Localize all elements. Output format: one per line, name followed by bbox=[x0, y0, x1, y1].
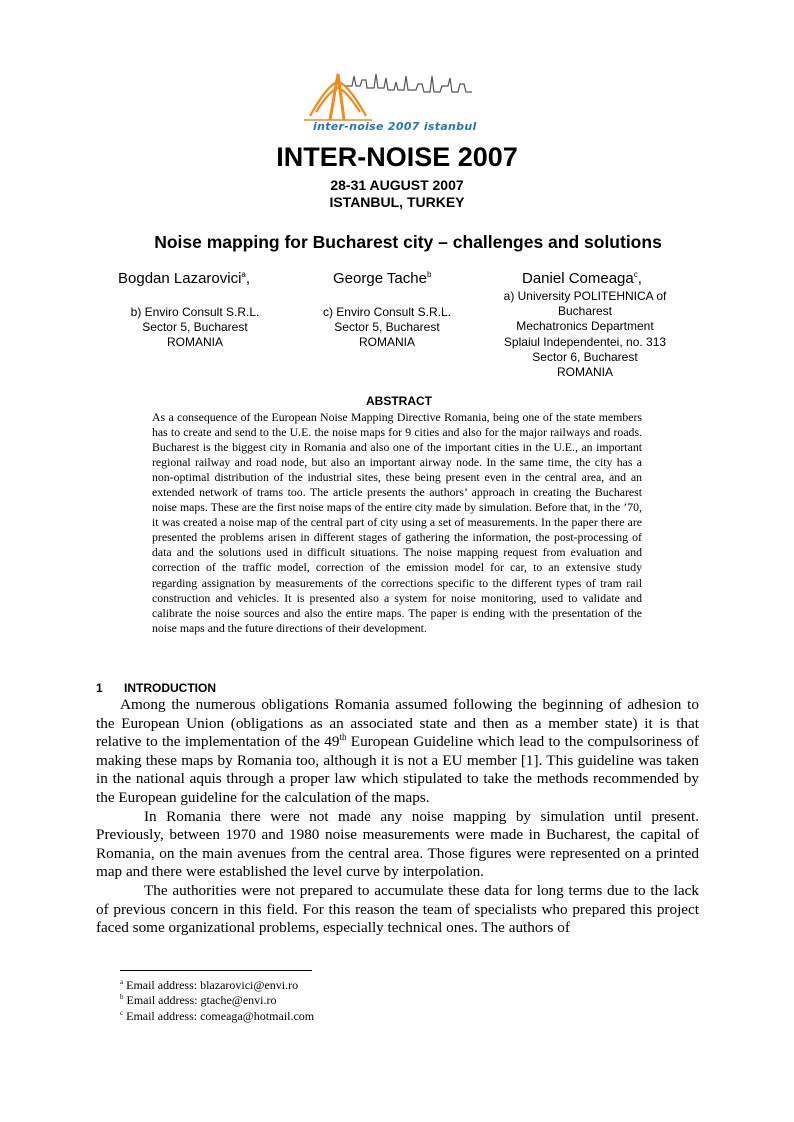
affiliation-3 bbox=[488, 289, 682, 380]
footnote-text: Email address: gtache@envi.ro bbox=[126, 993, 277, 1008]
footnote-text: Email address: comeaga@hotmail.com bbox=[126, 1008, 315, 1023]
affiliation-line: b) Enviro Consult S.R.L. bbox=[130, 305, 260, 319]
abstract-heading: ABSTRACT bbox=[366, 394, 432, 408]
author-mark: c bbox=[633, 270, 638, 279]
logo-caption: inter-noise 2007 istanbul bbox=[313, 120, 477, 133]
affiliation-line: ROMANIA bbox=[166, 335, 223, 350]
paragraph-1 bbox=[96, 696, 699, 808]
conference-title: INTER-NOISE 2007 bbox=[276, 142, 518, 172]
affiliation-line: Bucharest bbox=[557, 304, 613, 319]
author-mark: a bbox=[241, 270, 246, 279]
author-1 bbox=[118, 270, 250, 287]
section-title: INTRODUCTION bbox=[124, 681, 216, 695]
abstract-text: As a consequence of the European Noise Mapping Directive Romania, being one of the state members has to create and send to the U.E. the noise maps for 9 cities and also for the major railways and roads. Bucharest is the biggest city in Romania and also one of the important cities in the U.E., an important regional railway and road node, but also an important airway node. In the same time, the city has a non-optimal distribution of the industrial sites, these being present even in the central area, and an extended network of trams too. The article presents the authors’ approach in creating the Bucharest noise maps. These are the first noise maps of the entire city made by simulation. Before that, in the ’70, it was created a noise map of the central part of city using a set of measurements. In the paper there are presented the problems arisen in different stages of gathering the information, the post-processing of data and the solutions used in difficult situations. The noise mapping request from evaluation and correction of the traffic model, correction of the emission model for car, to an extensive study regarding assignation by measurements of the corrections specific to the different types of tram rail construction and vehicles. It is presented also a system for noise monitoring, used to validate and calibrate the noise sources and also the entire maps. The paper is ending with the presentation of the noise maps and the future directions of their development. bbox=[152, 410, 642, 635]
footnote bbox=[120, 1009, 314, 1024]
conference-dates: 28-31 AUGUST 2007 bbox=[330, 177, 464, 193]
affiliation-2 bbox=[307, 305, 467, 351]
affiliation-line: c) Enviro Consult S.R.L. bbox=[322, 305, 452, 319]
body-text bbox=[96, 696, 699, 938]
affiliation-line: ROMANIA bbox=[358, 335, 415, 350]
footnotes bbox=[120, 978, 314, 1024]
author-suffix: , bbox=[245, 270, 251, 287]
footnote-rule bbox=[120, 970, 312, 971]
author-name: Daniel Comeaga bbox=[522, 270, 634, 287]
affiliation-line: Sector 5, Bucharest bbox=[142, 320, 248, 335]
paragraph-text: European Guideline which lead to the compulsoriness of making these maps by Romania too, although it is not a EU member [1]. This guideline was taken in the national aquis through a proper law which stipulated to take the methods recommended by the European guideline for the calculation of the maps. bbox=[96, 733, 699, 806]
conference-location: ISTANBUL, TURKEY bbox=[329, 194, 465, 210]
author-2 bbox=[333, 270, 431, 287]
affiliation-line: ROMANIA bbox=[556, 365, 613, 380]
paper-title: Noise mapping for Bucharest city – challenges and solutions bbox=[154, 232, 662, 252]
affiliation-line: Sector 6, Bucharest bbox=[532, 349, 638, 364]
paragraph-3: The authorities were not prepared to accumulate these data for long terms due to the lack of previous concern in this field. For this reason the team of specialists who prepared this project faced some organizational problems, especially technical ones. The authors of bbox=[96, 881, 699, 937]
paragraph-text: Among the numerous obligations Romania assumed following the beginning of adhesion to the European Union (obligations as an associated state and then as a member state) it is that relative to the implementation of the 49 bbox=[96, 696, 699, 751]
affiliation-line: Splaiul Independentei, no. 313 bbox=[503, 334, 667, 349]
author-mark: b bbox=[426, 270, 432, 279]
superscript: th bbox=[339, 732, 347, 743]
skyline-graphic bbox=[344, 74, 472, 92]
footnote-text: Email address: blazarovici@envi.ro bbox=[126, 978, 299, 992]
footnote-mark: b bbox=[120, 993, 124, 1002]
section-heading bbox=[96, 681, 216, 695]
author-suffix: , bbox=[637, 270, 642, 287]
footnote bbox=[120, 993, 314, 1008]
affiliation-line: Sector 5, Bucharest bbox=[334, 320, 440, 335]
affiliation-1 bbox=[115, 305, 275, 351]
author-3 bbox=[522, 270, 642, 287]
footnote bbox=[120, 978, 314, 993]
footnote-mark: a bbox=[120, 978, 124, 986]
author-name: George Tache bbox=[333, 270, 427, 287]
author-name: Bogdan Lazarovici bbox=[118, 270, 242, 287]
section-number: 1 bbox=[96, 681, 103, 695]
paragraph-2: In Romania there were not made any noise mapping by simulation until present. Previously, between 1970 and 1980 noise measurements were made in Bucharest, the capital of Romania, on the main avenues from the central area. Those figures were represented on a printed map and there were established the level curve by interpolation. bbox=[96, 807, 699, 881]
footnote-mark: c bbox=[120, 1008, 124, 1017]
affiliation-line: Mechatronics Department bbox=[516, 319, 654, 334]
affiliation-line: a) University POLITEHNICA of bbox=[503, 289, 667, 303]
